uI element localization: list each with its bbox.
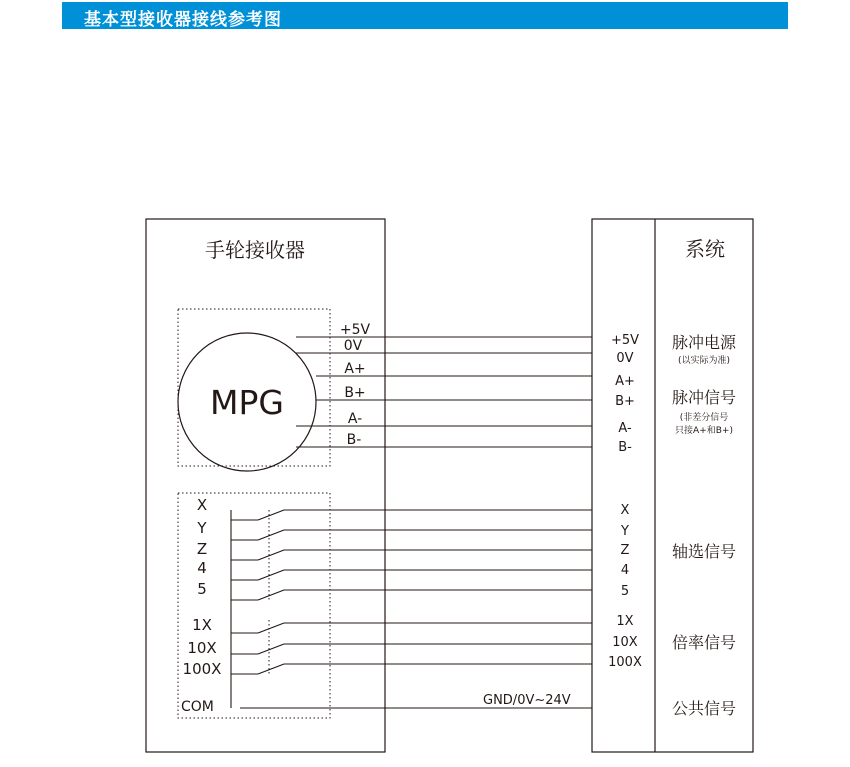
mpg-pin-label: B+: [344, 385, 366, 401]
rate-label: 1X: [192, 616, 212, 634]
system-mpg-pin: B+: [615, 394, 635, 409]
system-rate-pin: 1X: [616, 614, 634, 629]
axis-label: 5: [197, 580, 207, 598]
system-rate-pin: 10X: [612, 635, 638, 650]
com-label: COM: [181, 699, 214, 715]
axis-label: Z: [196, 540, 208, 558]
switch-contact: [258, 550, 284, 560]
mpg-pin-label: B-: [346, 432, 362, 448]
pulse-power-note: (以实际为准): [677, 356, 731, 366]
switch-contact: [258, 530, 284, 540]
mpg-wires: [296, 322, 639, 455]
system-mpg-pin: A+: [615, 374, 635, 389]
axis-select-label: 轴选信号: [671, 542, 737, 561]
pulse-power-label: 脉冲电源: [671, 333, 737, 352]
system-mpg-pin: B-: [618, 440, 632, 455]
system-mpg-pin: A-: [618, 421, 632, 436]
system-mpg-pin: 0V: [616, 351, 634, 366]
pulse-signal-note-2: 只接A+和B+): [675, 426, 733, 436]
system-axis-pin: Y: [621, 524, 629, 539]
mpg-pin-label: +5V: [339, 322, 371, 338]
axis-label: X: [196, 496, 208, 514]
switch-contact: [258, 590, 284, 600]
axis-label: 4: [197, 559, 207, 577]
system-axis-pin: X: [620, 503, 630, 518]
common-signal-label: 公共信号: [671, 699, 737, 718]
system-title: 系统: [685, 237, 725, 261]
page-title: 基本型接收器接线参考图: [84, 10, 282, 30]
system-mpg-pin: +5V: [610, 333, 640, 348]
mpg-pin-label: 0V: [343, 338, 363, 354]
rate-signal-label: 倍率信号: [671, 633, 737, 652]
switch-contact: [258, 570, 284, 580]
rate-label: 100X: [182, 660, 222, 678]
mpg-pin-label: A-: [347, 411, 363, 427]
receiver-title: 手轮接收器: [205, 238, 305, 262]
mpg-label: MPG: [210, 383, 284, 422]
mpg-pin-label: A+: [344, 361, 366, 377]
pulse-signal-label: 脉冲信号: [671, 388, 737, 407]
system-box: [592, 219, 753, 752]
switch-contact: [258, 644, 284, 654]
switch-contact: [258, 510, 284, 520]
system-rate-pin: 100X: [608, 655, 642, 670]
system-axis-pin: 5: [620, 584, 630, 599]
gnd-wire-label: GND/0V~24V: [483, 693, 571, 708]
switch-wires: [183, 496, 642, 708]
pulse-signal-note-1: (非差分信号: [679, 413, 729, 423]
axis-label: Y: [197, 519, 207, 537]
switch-contact: [258, 623, 284, 633]
system-axis-pin: Z: [620, 543, 630, 558]
rate-label: 10X: [187, 639, 217, 657]
system-axis-pin: 4: [620, 563, 630, 578]
switch-contact: [258, 664, 284, 674]
